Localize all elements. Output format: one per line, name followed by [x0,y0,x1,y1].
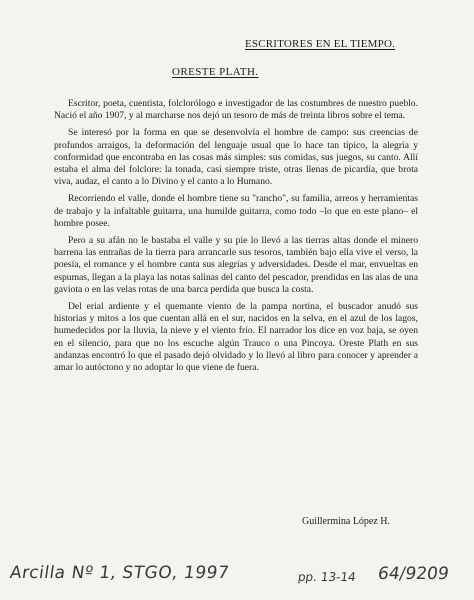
paragraph: Pero a su afán no le bastaba el valle y su pie lo llevó a las tierras altas donde el minero barrena las entrañas de la tierra para arrancarle sus tesoros, también bajo ella vive el verso, la poesía, el romance y el hombre canta sus alegrías y adversidades. Desde el mar, envueltas en espumas, llegan a la playa las notas salinas del canto del pescador, prendidas en las alas de una gaviota o en las velas rotas de una barca perdida que busca la costa. [54,235,418,295]
article-title: ORESTE PLATH. [172,66,259,78]
author-signature: Guillermina López H. [302,516,391,527]
handwritten-source-note: Arcilla Nº 1, STGO, 1997 [8,563,231,583]
paragraph: Del erial ardiente y el quemante viento de la pampa nortina, el buscador anudó sus historias y mitos a los que cuentan allá en el sur, nacidos en la selva, en el azul de los lagos, humedecidos por la lluvia, la nieve y el viento frío. El narrador los dice en voz baja, se oyen en el silencio, para que no los escuche algún Trauco o una Pincoya. Oreste Plath en sus andanzas encontró lo que el pasado dejó olvidado y lo llevó al libro para conocer y aprender a amar lo autóctono y no adoptar lo que viene de fuera. [54,301,418,374]
paragraph: Escritor, poeta, cuentista, folclorólogo e investigador de las costumbres de nuestro pueblo. Nació el año 1907, y al marcharse nos dejó un tesoro de más de treinta libros sobre el tema. [54,98,418,122]
section-heading: ESCRITORES EN EL TIEMPO. [245,38,396,50]
paragraph: Recorriendo el valle, donde el hombre tiene su "rancho", su familia, arreos y herramientas de trabajo y la infaltable guitarra, una humilde guitarra, como todo –lo que en este plano– el hombre posee. [54,193,418,229]
article-body [54,98,418,379]
handwritten-catalog-code: 64/9209 [376,564,451,584]
paragraph: Se interesó por la forma en que se desenvolvía el hombre de campo: sus creencias de profundos arraigos, la deformación del lenguaje usual que lo hace tan típico, la alegría y conformidad que encontraba en las cosas más simples: sus comidas, sus juegos, su canto. Allí estaba el alma del folclore: la tonada, casi siempre triste, otras llenas de picardía, que brota viva, audaz, el canto a lo Divino y el canto a lo Humano. [54,127,418,188]
handwritten-pages-note: pp. 13-14 [297,570,357,584]
